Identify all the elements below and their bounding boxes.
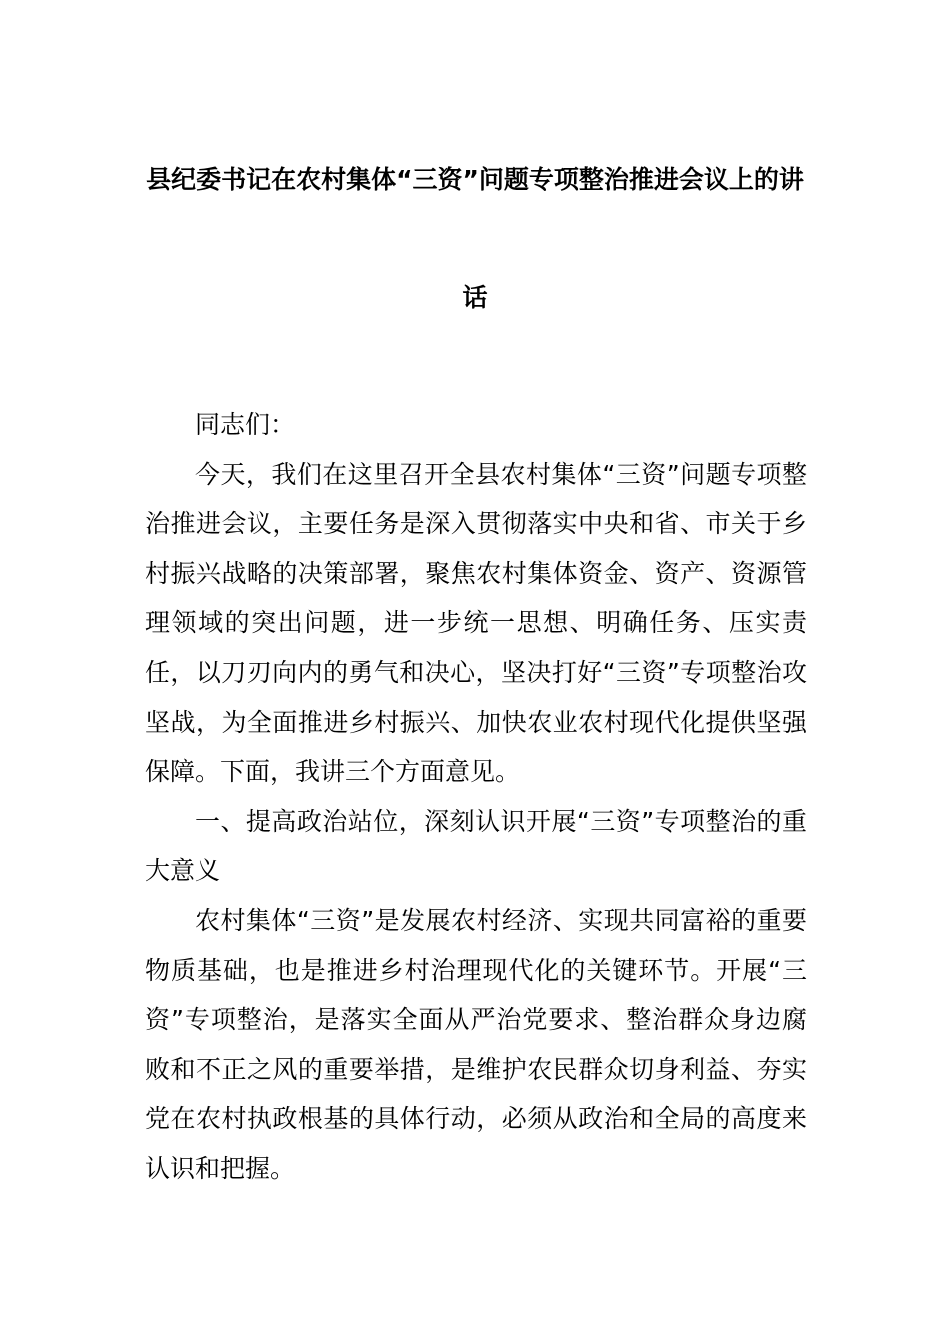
document-title-line-1: 县纪委书记在农村集体“三资”问题专项整治推进会议上的讲 xyxy=(146,165,804,194)
paragraph-section-1: 农村集体“三资”是发展农村经济、实现共同富裕的重要物质基础，也是推进乡村治理现代化的关键环节。开展“三资”专项整治，是落实全面从严治党要求、整治群众身边腐败和不正之风的重要举措，是维护农民群众切身利益、夯实党在农村执政根基的具体行动，必须从政治和全局的高度来认识和把握。 xyxy=(145,905,807,1183)
document-title-line-2: 话 xyxy=(462,283,488,312)
section-heading-1: 一、提高政治站位，深刻认识开展“三资”专项整治的重大意义 xyxy=(145,806,807,886)
salutation: 同志们： xyxy=(195,410,296,439)
document-body xyxy=(145,400,807,1194)
paragraph-intro: 今天，我们在这里召开全县农村集体“三资”问题专项整治推进会议，主要任务是深入贯彻落实中央和省、市关于乡村振兴战略的决策部署，聚焦农村集体资金、资产、资源管理领域的突出问题，进一步统一思想、明确任务、压实责任，以刀刃向内的勇气和决心，坚决打好“三资”专项整治攻坚战，为全面推进乡村振兴、加快农业农村现代化提供坚强保障。下面，我讲三个方面意见。 xyxy=(145,459,807,787)
